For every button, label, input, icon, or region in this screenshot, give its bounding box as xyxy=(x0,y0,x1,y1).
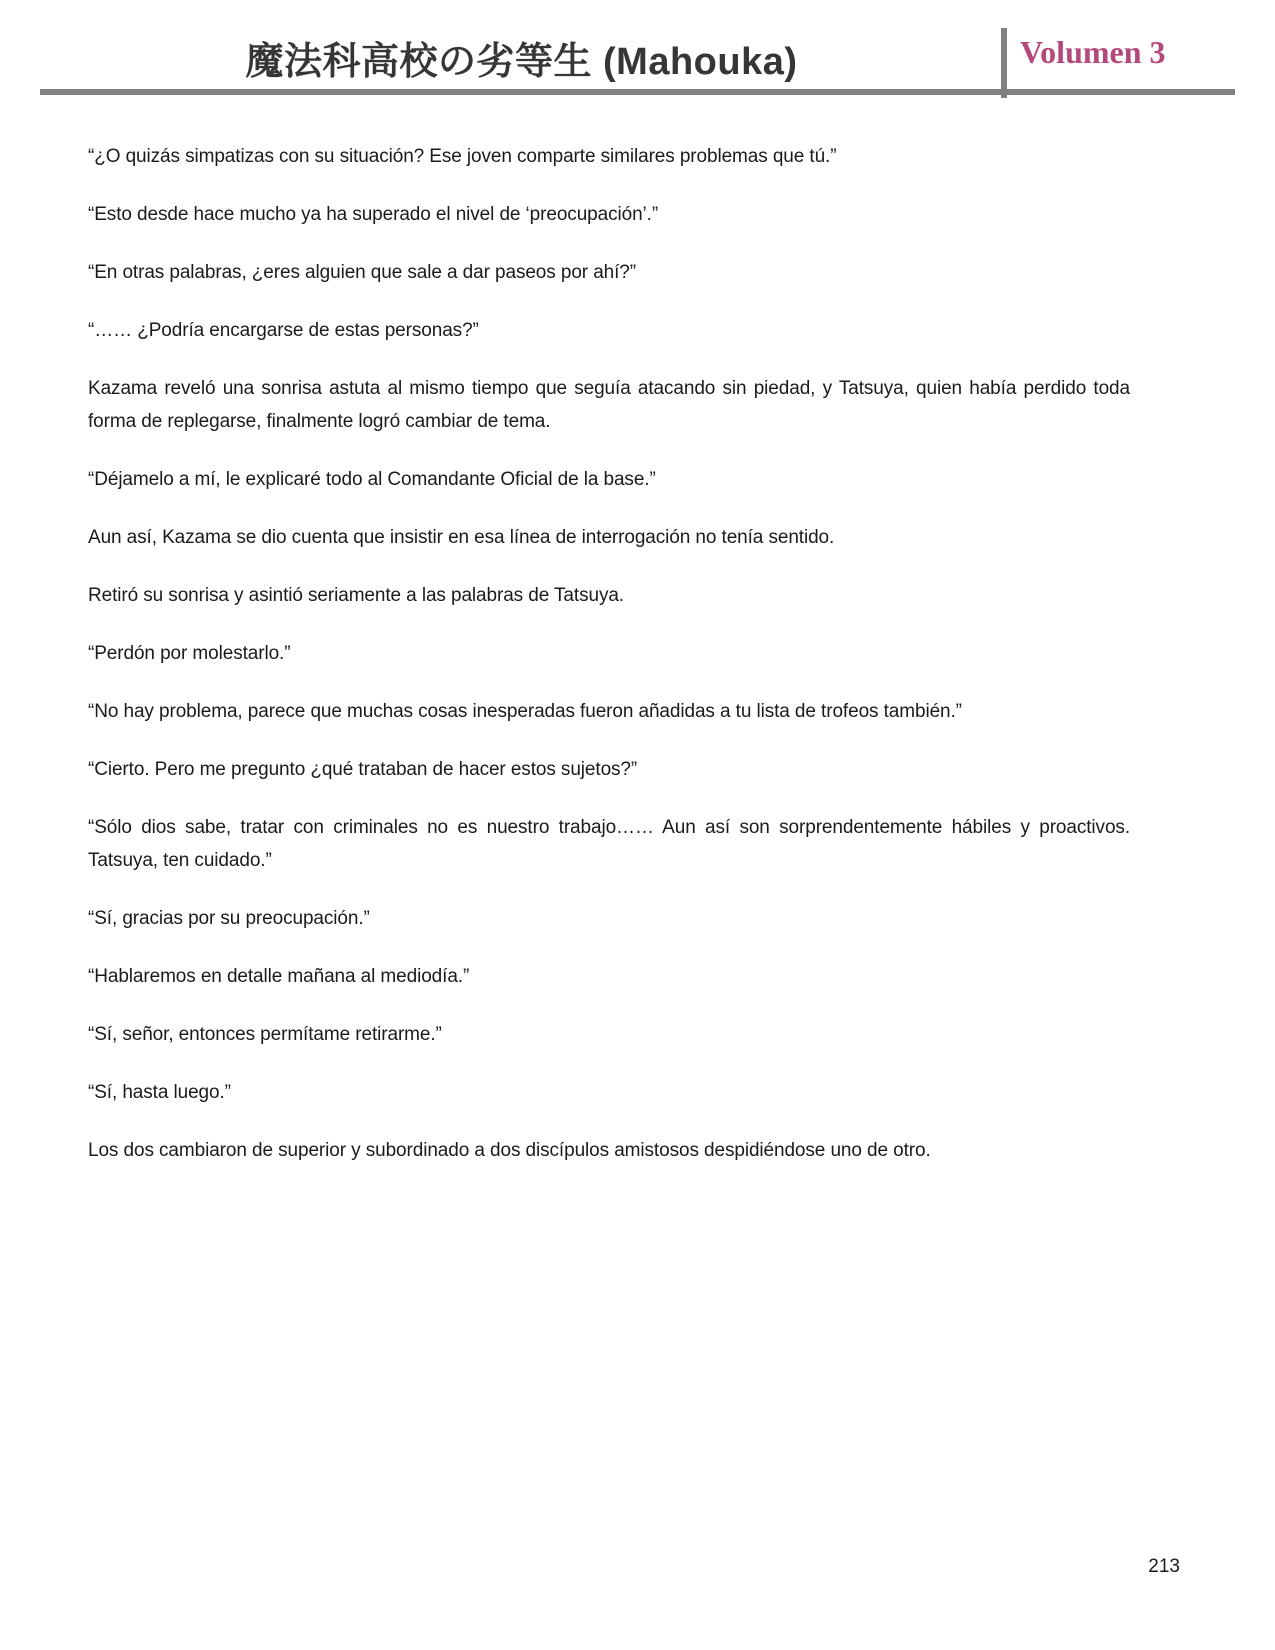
volume-label: Volumen 3 xyxy=(1020,34,1166,70)
paragraph: Los dos cambiaron de superior y subordinado a dos discípulos amistosos despidiéndose uno de otro. xyxy=(88,1140,931,1161)
paragraph: “Perdón por molestarlo.” xyxy=(88,643,291,664)
series-title: 魔法科高校の劣等生 (Mahouka) xyxy=(245,41,798,83)
paragraph: “Déjamelo a mí, le explicaré todo al Comandante Oficial de la base.” xyxy=(88,469,656,490)
paragraph: “¿O quizás simpatizas con su situación? Ese joven comparte similares problemas que tú.” xyxy=(88,146,837,167)
paragraph: “En otras palabras, ¿eres alguien que sale a dar paseos por ahí?” xyxy=(88,262,636,283)
paragraph: “Cierto. Pero me pregunto ¿qué trataban de hacer estos sujetos?” xyxy=(88,759,638,780)
paragraph: Kazama reveló una sonrisa astuta al mismo tiempo que seguía atacando sin piedad, y Tatsuya, quien había perdido toda forma de replegarse, finalmente logró cambiar de tema. xyxy=(88,378,1130,432)
header-vertical-divider xyxy=(1001,28,1007,98)
paragraph: “Hablaremos en detalle mañana al mediodía.” xyxy=(88,966,470,987)
paragraph: “No hay problema, parece que muchas cosas inesperadas fueron añadidas a tu lista de trofeos también.” xyxy=(88,701,962,722)
paragraph: “Esto desde hace mucho ya ha superado el nivel de ‘preocupación’.” xyxy=(88,204,659,225)
paragraph: Aun así, Kazama se dio cuenta que insistir en esa línea de interrogación no tenía sentido. xyxy=(88,527,835,548)
page-number: 213 xyxy=(1148,1556,1180,1577)
paragraph: “Sí, hasta luego.” xyxy=(88,1082,231,1103)
paragraph: “Sólo dios sabe, tratar con criminales no es nuestro trabajo…… Aun así son sorprendentemente hábiles y proactivos. Tatsuya, ten cuidado.” xyxy=(88,817,1130,871)
paragraph: “Sí, gracias por su preocupación.” xyxy=(88,908,370,929)
paragraph: Retiró su sonrisa y asintió seriamente a las palabras de Tatsuya. xyxy=(88,585,624,606)
header-horizontal-rule xyxy=(40,89,1235,95)
body-text xyxy=(88,140,1130,1192)
paragraph: “…… ¿Podría encargarse de estas personas?” xyxy=(88,320,479,341)
paragraph: “Sí, señor, entonces permítame retirarme.” xyxy=(88,1024,442,1045)
page-header xyxy=(0,0,1275,96)
